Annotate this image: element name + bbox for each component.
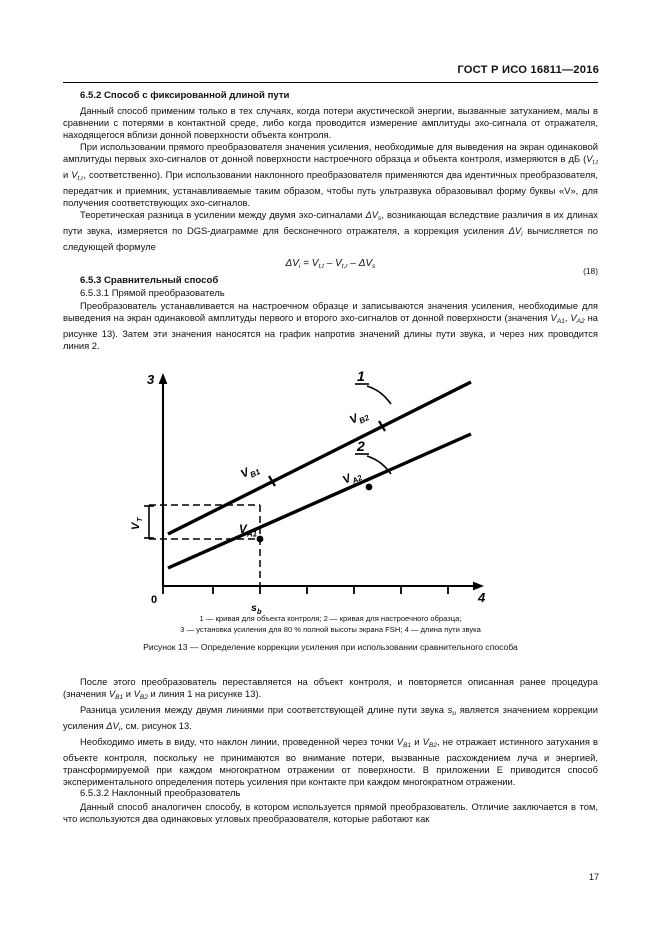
x-axis-ticks bbox=[163, 586, 448, 594]
symbol-va2-sub: A2 bbox=[576, 318, 585, 326]
header-divider bbox=[63, 82, 598, 83]
symbol-va2: V bbox=[570, 312, 577, 324]
svg-text:V: V bbox=[130, 522, 142, 530]
symbol-delta-vi: ΔV bbox=[508, 224, 522, 236]
formula-lhs: ΔV bbox=[285, 258, 299, 270]
formula-lhs-sub: i bbox=[298, 263, 301, 271]
svg-text:b: b bbox=[257, 607, 262, 616]
symbol-vtr-sub: t,r bbox=[77, 174, 84, 182]
curve-2-label: 2 bbox=[357, 438, 365, 454]
gain-difference-label bbox=[130, 516, 144, 530]
paragraph-after-figure-1 bbox=[63, 676, 598, 704]
svg-text:s: s bbox=[251, 602, 257, 614]
section-heading-6-5-3-1: 6.5.3.1 Прямой преобразователь bbox=[80, 287, 225, 299]
formula-term2: V bbox=[335, 258, 342, 270]
text-run: , см. рисунок 13. bbox=[120, 720, 192, 732]
y-axis bbox=[159, 373, 168, 586]
svg-text:V: V bbox=[239, 466, 252, 481]
symbol-vb2-sub: B2 bbox=[139, 694, 148, 702]
formula-op1: – bbox=[323, 258, 336, 270]
figure-legend-line-2: 3 — установка усиления для 80 % полной высоты экрана FSH; 4 — длина пути звука bbox=[180, 624, 481, 634]
text-run: При использовании прямого преобразователя значения усиления, необходимые для выведения на экран одинаковой амплитуды первых эхо-сигналов от донной поверхности настроечного образца и объекта контроля, измеряются в дБ ( bbox=[63, 140, 598, 164]
figure-13 bbox=[63, 368, 598, 668]
symbol-va1-sub: A1 bbox=[556, 318, 565, 326]
text-run: , возникающая вследствие различия в их длинах пути звука, измеряется по DGS-диаграмме для бесконечного отражателя, а коррекция усиления bbox=[63, 208, 598, 236]
text-run: Необходимо иметь в виду, что наклон линии, проведенной через точки bbox=[80, 736, 397, 748]
svg-text:T: T bbox=[135, 517, 144, 522]
svg-text:B2: B2 bbox=[357, 413, 371, 426]
text-run: и bbox=[411, 736, 423, 748]
formula-op2: – bbox=[347, 258, 359, 270]
point-label-vb2 bbox=[348, 408, 371, 429]
svg-text:V: V bbox=[348, 412, 361, 427]
symbol-delta-vi-2: ΔV bbox=[106, 720, 119, 732]
formula-term2-sub: t,r bbox=[341, 263, 348, 271]
svg-text:A2: A2 bbox=[350, 473, 364, 486]
symbol-vb2: V bbox=[133, 688, 140, 700]
symbol-delta-vs-sub: s bbox=[378, 214, 382, 222]
curve-1-label: 1 bbox=[357, 368, 365, 384]
formula-term3-sub: s bbox=[372, 263, 376, 271]
formula-18-row bbox=[63, 258, 598, 277]
origin-label: 0 bbox=[151, 594, 158, 606]
paragraph-after-figure-3 bbox=[63, 736, 598, 788]
symbol-delta-vi-sub: i bbox=[521, 230, 523, 238]
symbol-vb1-sub: B1 bbox=[115, 694, 124, 702]
text-run: и bbox=[63, 168, 72, 180]
text-run: , не отражает истинного затухания в объекте контроля, поскольку не принимаются во внимание потери, вызванные расхождением луча и энергией, трансформируемой при каждом многократном отражении от поверхности. В приложении Е приводится способ экспериментального определения потерь усиления при контакте при каждом многократном отражении. bbox=[63, 736, 598, 788]
formula-number-18: (18) bbox=[583, 266, 598, 277]
text-run: После этого преобразователь переставляется на объект контроля, и повторяется описанная ранее процедура (значения bbox=[63, 676, 598, 700]
section-heading-6-5-3: 6.5.3 Сравнительный способ bbox=[80, 275, 219, 287]
formula-term1: V bbox=[311, 258, 319, 270]
symbol-delta-vs: ΔV bbox=[365, 208, 379, 220]
document-body-lower bbox=[63, 676, 598, 825]
figure-legend-line-1: 1 — кривая для объекта контроля; 2 — кривая для настроечного образца; bbox=[199, 614, 462, 623]
svg-text:A1: A1 bbox=[247, 529, 257, 539]
text-run: Теоретическая разница в усилении между двумя эхо-сигналами bbox=[80, 208, 366, 220]
paragraph-6-5-3-1-1 bbox=[63, 300, 598, 352]
text-run: Преобразователь устанавливается на настроечном образце и записываются значения усиления, необходимые для выведения на экран одинаковой амплитуды первого и второго эхо-сигналов от донной поверхности (значения bbox=[63, 300, 598, 324]
document-body bbox=[63, 90, 598, 352]
symbol-vb1-2: V bbox=[396, 736, 404, 748]
svg-text:B1: B1 bbox=[248, 467, 262, 480]
section-heading-6-5-3-2: 6.5.3.2 Наклонный преобразователь bbox=[80, 788, 241, 800]
symbol-va1: V bbox=[550, 312, 557, 324]
text-run: и линия 1 на рисунке 13). bbox=[147, 688, 262, 700]
figure-13-caption: Рисунок 13 — Определение коррекции усиления при использовании сравнительного способа bbox=[143, 642, 518, 652]
formula-term1-sub: t,t bbox=[318, 263, 324, 271]
svg-text:V: V bbox=[341, 472, 354, 487]
symbol-vtt-sub: t,t bbox=[592, 158, 598, 166]
x-axis-label: 4 bbox=[478, 590, 486, 605]
text-run: , соответственно). При использовании наклонного преобразователя применяются два идентичных преобразователя, передатчик и приемник, устанавливаемые таким образом, чтобы путь ультразвука образовывал форму буквы «V», для получения соответствующих эхо-сигналов. bbox=[63, 168, 598, 208]
paragraph-6-5-2-3 bbox=[63, 209, 598, 253]
symbol-su: s bbox=[447, 704, 453, 716]
figure-13-legend bbox=[63, 614, 598, 635]
paragraph-after-figure-2 bbox=[63, 704, 598, 736]
symbol-vtr: V bbox=[71, 168, 78, 180]
section-heading-6-5-2: 6.5.2 Способ с фиксированной длиной пути bbox=[80, 90, 290, 101]
figure-13-chart bbox=[123, 368, 493, 616]
gain-difference-bracket bbox=[144, 505, 154, 539]
paragraph-6-5-3-2-1: Данный способ аналогичен способу, в котором используется прямой преобразователь. Отличие заключается в том, что используются два одинаковых угловых преобразователя, которые работают как bbox=[63, 800, 598, 824]
curve-1-leader bbox=[355, 384, 391, 404]
paragraph-6-5-2-2 bbox=[63, 141, 598, 209]
text-run: Разница усиления между двумя линиями при соответствующей длине пути звука bbox=[80, 704, 448, 716]
data-point-dots bbox=[257, 484, 373, 543]
text-run: , bbox=[564, 312, 571, 324]
y-axis-arrowhead bbox=[159, 373, 168, 384]
formula-18 bbox=[63, 258, 598, 270]
curve-1-line bbox=[168, 382, 471, 534]
text-run: является значением коррекции усиления bbox=[63, 704, 598, 732]
formula-equals: = bbox=[300, 258, 312, 270]
y-axis-label: 3 bbox=[147, 372, 155, 387]
svg-text:V: V bbox=[239, 524, 247, 536]
text-run: и bbox=[123, 688, 134, 700]
point-label-vb1 bbox=[239, 462, 262, 483]
text-run: на рисунке 13). Затем эти значения наносятся на график напротив значений длины пути звука, и через них проводится линия 2. bbox=[63, 312, 598, 352]
x-axis bbox=[163, 582, 484, 591]
symbol-vb1-2-sub: B1 bbox=[403, 742, 412, 750]
symbol-vb2-2: V bbox=[422, 736, 429, 748]
formula-term3: ΔV bbox=[358, 258, 373, 270]
page-number: 17 bbox=[588, 872, 599, 882]
symbol-vb2-2-sub: B2 bbox=[428, 742, 437, 750]
paragraph-6-5-2-1: Данный способ применим только в тех случаях, когда потери акустической энергии, вызванные затуханием, малы в сравнении с потерями в контактной среде, либо когда проводится измерение амплитуды эхо-сигнала от отражателя, находящегося вблизи донной поверхности объекта контроля. bbox=[63, 104, 598, 140]
document-header-title: ГОСТ Р ИСО 16811—2016 bbox=[457, 64, 599, 76]
symbol-delta-vi-2-sub: i bbox=[118, 726, 121, 734]
symbol-su-sub: u bbox=[452, 710, 457, 718]
curve-2-line bbox=[168, 434, 471, 568]
symbol-vb1: V bbox=[108, 688, 116, 700]
text-run: вычисляется по следующей формуле bbox=[63, 224, 598, 252]
symbol-vtt: V bbox=[586, 152, 593, 164]
